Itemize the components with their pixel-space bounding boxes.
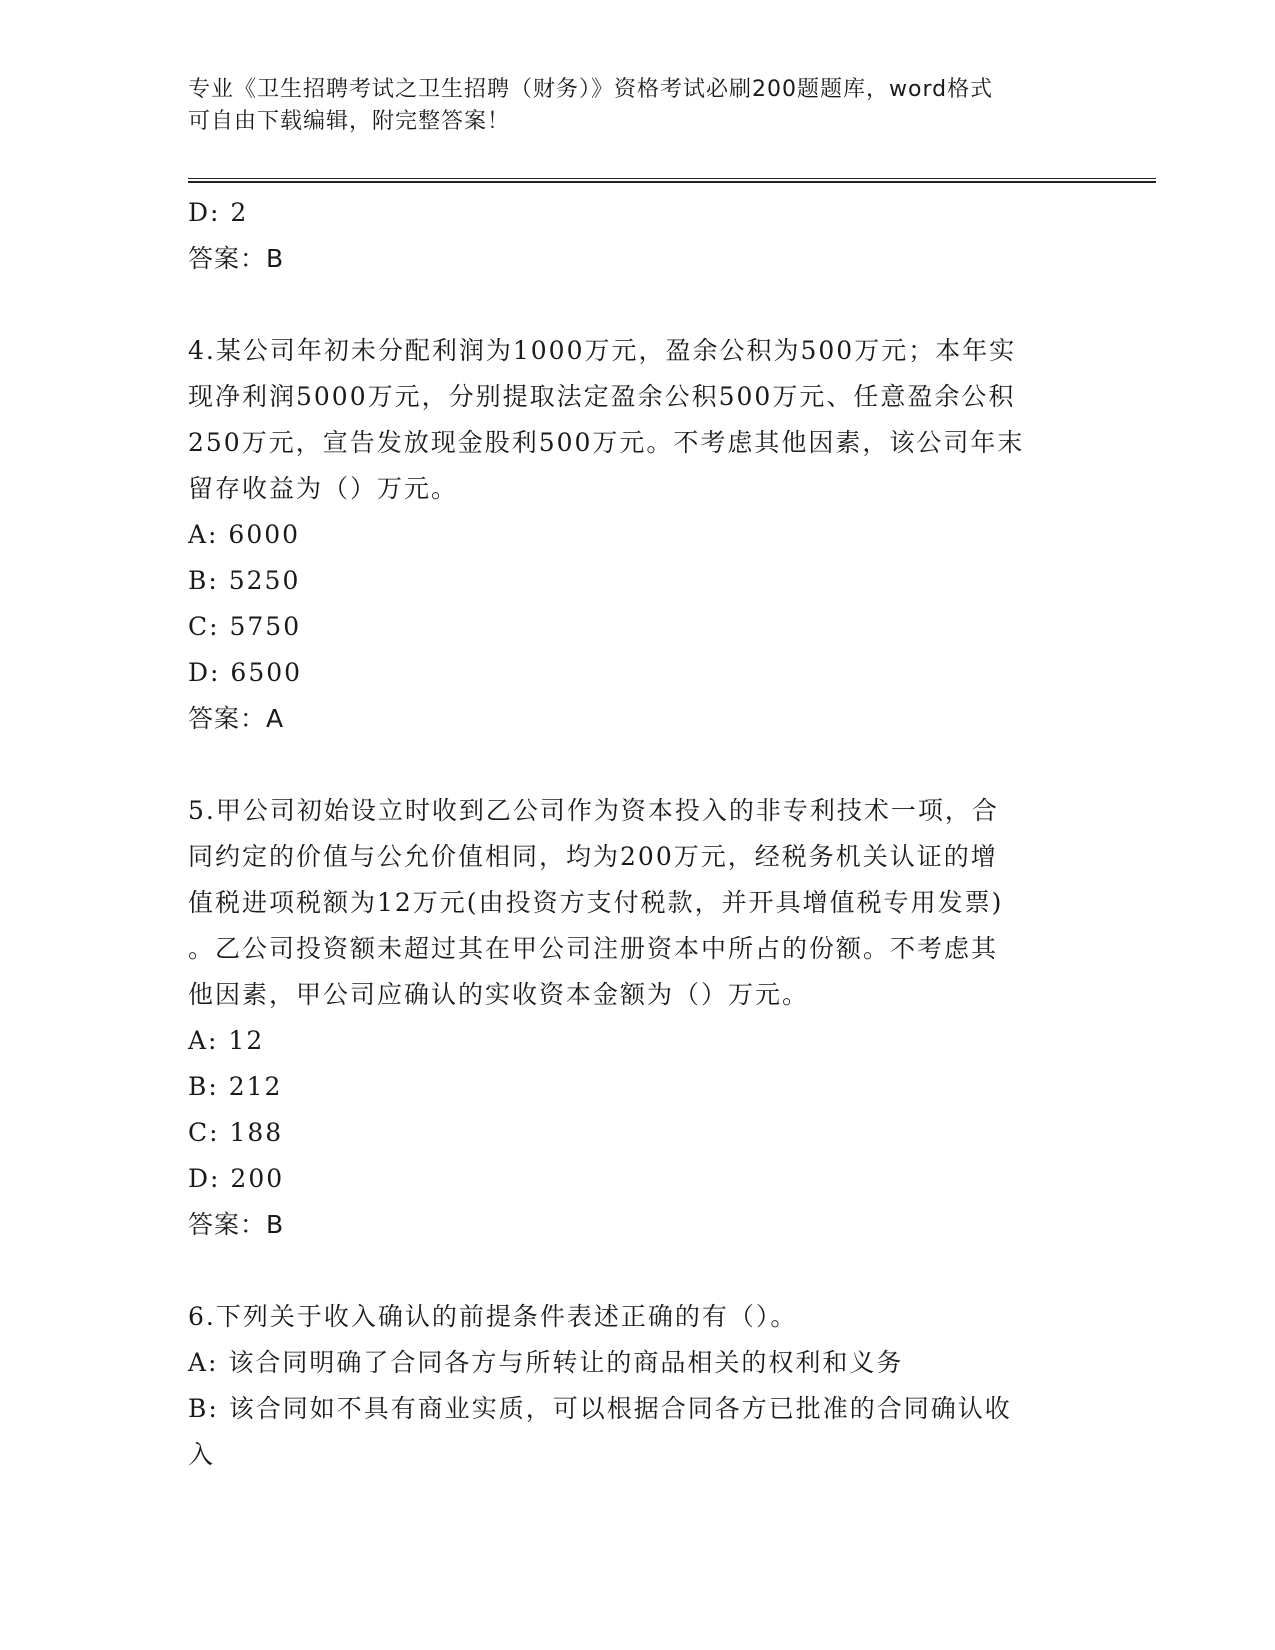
question-4-option-b: B: 5250 (188, 566, 301, 595)
question-5-line: 值税进项税额为12万元(由投资方支付税款，并开具增值税专用发票) (188, 888, 1004, 917)
question-4-answer: 答案：A (188, 704, 285, 733)
question-4-line: 现净利润5000万元，分别提取法定盈余公积500万元、任意盈余公积 (188, 382, 1016, 411)
question-5 (188, 788, 1088, 1018)
question-5-option-b: B: 212 (188, 1072, 283, 1101)
question-4-option-d: D: 6500 (188, 658, 303, 687)
header-line-1: 专业《卫生招聘考试之卫生招聘（财务）》资格考试必刷200题题库，word格式 (188, 77, 994, 102)
question-4-line: 留存收益为（）万元。 (188, 474, 459, 503)
question-6-option-b-line: B: 该合同如不具有商业实质，可以根据合同各方已批准的合同确认收 (188, 1394, 1012, 1423)
document-header (188, 74, 1088, 138)
header-divider (188, 178, 1156, 183)
question-5-option-c: C: 188 (188, 1118, 284, 1147)
question-5-option-a: A: 12 (188, 1026, 265, 1055)
spacer (188, 1248, 1088, 1294)
document-body (188, 190, 1088, 1478)
spacer (188, 742, 1088, 788)
spacer (188, 282, 1088, 328)
question-6-option-a: A: 该合同明确了合同各方与所转让的商品相关的权利和义务 (188, 1348, 904, 1377)
question-6-option-b-line: 入 (188, 1440, 216, 1469)
question-5-line: 同约定的价值与公允价值相同，均为200万元，经税务机关认证的增 (188, 842, 998, 871)
header-line-2: 可自由下载编辑，附完整答案！ (188, 109, 511, 134)
question-4-line: 4.某公司年初未分配利润为1000万元，盈余公积为500万元；本年实 (188, 336, 1017, 365)
question-6-line: 6.下列关于收入确认的前提条件表述正确的有（）。 (188, 1302, 798, 1331)
question-4-line: 250万元，宣告发放现金股利500万元。不考虑其他因素，该公司年末 (188, 428, 1025, 457)
prev-question-option-d: D: 2 (188, 198, 249, 227)
question-5-option-d: D: 200 (188, 1164, 285, 1193)
question-5-line: 。乙公司投资额未超过其在甲公司注册资本中所占的份额。不考虑其 (188, 934, 999, 963)
question-6 (188, 1294, 1088, 1340)
question-4-option-c: C: 5750 (188, 612, 302, 641)
question-5-line: 5.甲公司初始设立时收到乙公司作为资本投入的非专利技术一项，合 (188, 796, 999, 825)
question-5-line: 他因素，甲公司应确认的实收资本金额为（）万元。 (188, 980, 810, 1009)
question-5-answer: 答案：B (188, 1210, 285, 1239)
prev-question-answer: 答案：B (188, 244, 285, 273)
question-4-option-a: A: 6000 (188, 520, 301, 549)
question-4 (188, 328, 1088, 512)
